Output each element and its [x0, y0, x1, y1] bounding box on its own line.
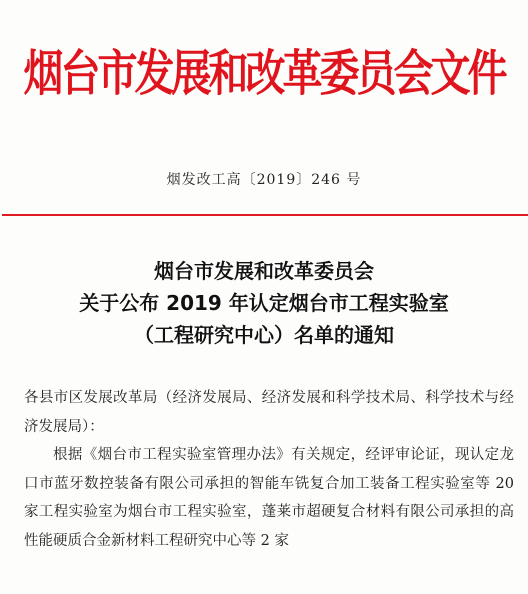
notice-title: [0, 255, 528, 351]
document-number: 烟发改工高〔2019〕246 号: [166, 172, 362, 188]
notice-title-line-3: （工程研究中心）名单的通知: [134, 323, 394, 347]
notice-title-line-2: 关于公布 2019 年认定烟台市工程实验室: [79, 291, 449, 315]
salutation: 各县市区发展改革局（经济发展局、经济发展和科学技术局、科学技术与经济发展局）：: [24, 390, 514, 435]
body-paragraph: 根据《烟台市工程实验室管理办法》有关规定，经评审论证，现认定龙口市蓝牙数控装备有限公司承担的智能车铣复合加工装备工程实验室等 20 家工程实验室为烟台市工程实验室，蓬莱市超硬复合材料有限公司承担的高性能硬质合金新材料工程研究中心等 2 家: [24, 447, 514, 549]
notice-body: [24, 384, 514, 556]
red-divider-line: [2, 214, 528, 216]
letterhead-title: 烟台市发展和改革委员会文件: [23, 46, 505, 103]
notice-title-line-1: 烟台市发展和改革委员会: [154, 259, 374, 283]
